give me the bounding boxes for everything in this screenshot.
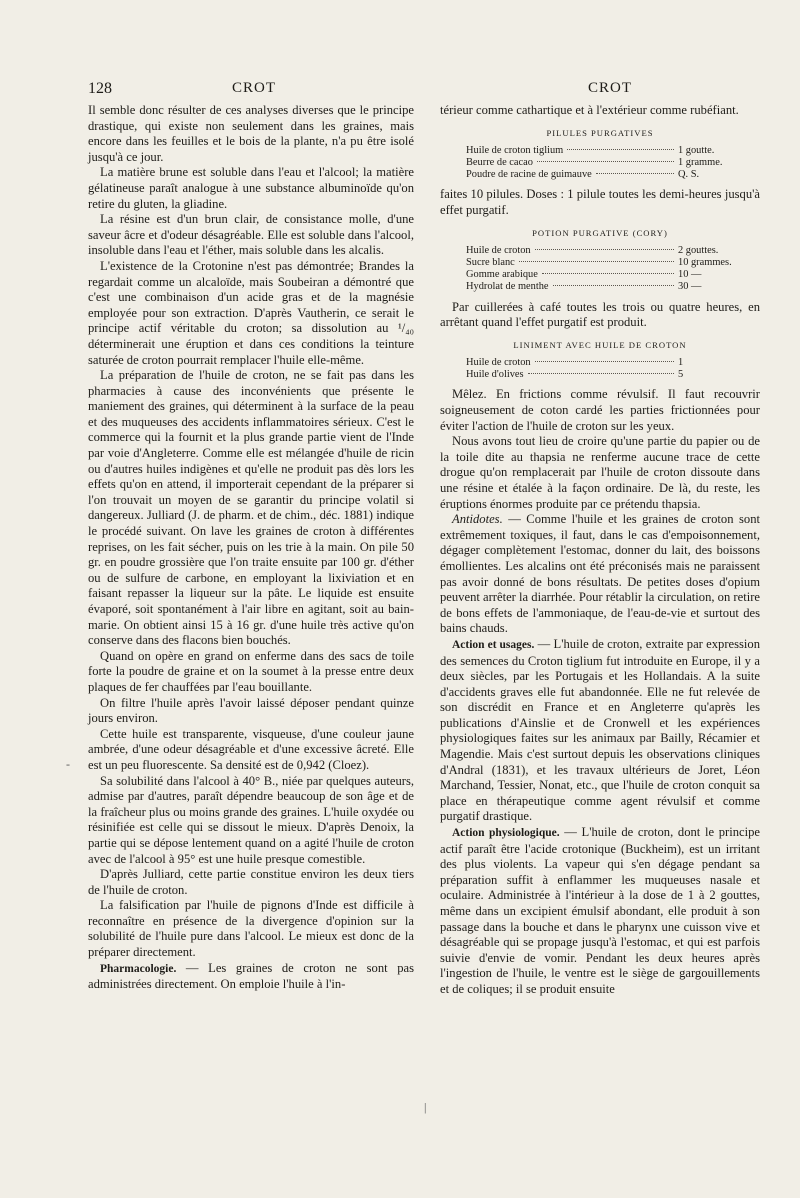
margin-mark: - [66,757,70,771]
action-physio-paragraph [440,825,760,998]
ingredient-qty: 5 [678,369,684,381]
antidotes-paragraph [440,512,760,637]
paragraph: On filtre l'huile après l'avoir laissé déposer pendant quinze jours environ. [88,695,414,726]
section-text: — Comme l'huile et les graines de croton sont extrêmement toxiques, il faut, dans le cas d'empoisonnement, dégager complètement l'estomac, donner du lait, des boissons émollientes. Les alcalins ont été préconisés mais ne paraissent pas avoir donné de bons résultats. De petites doses d'opium peuvent arrêter la diarrhée. Pour rétablir la circulation, on retire de bons effets de l'ammoniaque, de l'eau-de-vie et surtout des bains chauds. [440,512,760,636]
leader-dots [535,361,674,362]
section-heading: Antidotes. [452,512,503,527]
ingredient-qty: 1 [678,357,684,368]
pharmacologie-paragraph [88,961,414,993]
ingredient-name: Sucre blanc [466,257,515,268]
ingredient-name: Huile d'olives [466,369,524,381]
paragraph: Sa solubilité dans l'alcool à 40° B., niée par quelques auteurs, admise par d'autres, paraît dépendre beaucoup de son âge et de la fraîcheur plus ou moins grande des graines. L'huile oxydée ou résinifiée est celle qui se dissout le mieux. D'après Denoix, la partie qui se dépose lentement quand on a agité l'huile de croton avec de l'alcool à 95° est une huile presque comestible. [88,773,414,866]
recipe-block [440,127,760,182]
ingredient-name: Gomme arabique [466,269,538,281]
paragraph: L'existence de la Crotonine n'est pas démontrée; Brandes la regardait comme un alcaloïde, mais Soubeiran a démontré que c'est une combinaison d'un acide gras et de la magnésie employée pour son extraction. D'après Vautherin, ce serait le principe actif véritable du croton; sa dissolution au ¹/₄₀ déterminerait une éruption et dans ces conditions la teinture saturée de croton pourrait remplacer l'huile elle-même. [88,258,414,367]
ingredient-name: Huile de croton [466,357,531,368]
running-head-right: CROT [588,80,633,96]
ingredient-qty: 1 gramme. [678,157,723,168]
running-head-left: CROT [232,80,277,96]
leader-dots [567,149,674,150]
recipe-block [440,227,760,294]
paragraph: Nous avons tout lieu de croire qu'une partie du papier ou de la toile dite au thapsia ne renferme aucune trace de cette drogue qu'on remplacerait par l'huile de croton dissoute dans une résine et étalée à la façon ordinaire. De là, du reste, les éruptions énormes produite par ce prétendu thapsia. [440,434,760,511]
action-usages-paragraph [440,637,760,825]
paragraph: La matière brune est soluble dans l'eau et l'alcool; la matière gélatineuse paraît analogue à une substance albuminoïde qu'on retire du gluten, la gliadine. [88,165,414,211]
ingredient-name: Poudre de racine de guimauve [466,169,592,181]
section-text: — Les graines de croton ne sont pas administrées directement. On emploie l'huile à l'in- [88,960,414,992]
paragraph: La résine est d'un brun clair, de consistance molle, d'une saveur âcre et d'odeur désagréable. Elle est soluble dans l'alcool, insoluble dans l'eau et l'éther, mais soluble dans les alcalis. [88,212,414,258]
section-text: — L'huile de croton, dont le principe actif paraît être l'acide crotonique (Buckheim), est un irritant des plus violents. La vapeur qui s'en dégage pendant sa préparation suffit à enflammer les muqueuses nasale et oculaire. Administrée à l'intérieur à la dose de 1 à 2 gouttes, même dans un excipient émulsif abondant, elle produit à son passage dans la bouche et dans le pharynx une cuisson vive et désagréable qui se propage jusqu'à l'estomac, et qui est parfois suivie d'envie de vomir. Pendant les deux heures après l'ingestion de l'huile, le ventre est le siège de gargouillements et de coliques; il se produit ensuite [440,825,760,996]
recipe-row [440,157,760,169]
recipe-row [440,169,760,181]
ingredient-name: Huile de croton [466,244,531,256]
ingredient-qty: 10 — [678,269,702,281]
right-column [440,103,760,998]
section-heading: Action et usages. [452,638,535,651]
paragraph: Il semble donc résulter de ces analyses diverses que le principe drastique, qui existe non seulement dans les graines, mais encore dans les feuilles et le bois de la plante, n'a pu être isolé jusqu'à ce jour. [88,103,414,164]
recipe-row [440,257,760,269]
recipe-row [440,281,760,293]
leader-dots [553,285,674,286]
section-text: — L'huile de croton, extraite par expression des semences du Croton tiglium fut introduite en Europe, il y a deux siècles, par les Portugais et les Hollandais. A la suite d'accidents graves elle fut abandonnée. Elle ne fut relevée de son discrédit en France et en Angleterre qu'après les publications d'Ainslie et de Cronwell et les expériences physiologiques faites sur les animaux par Bailly, Récamier et Magendie. Mais c'est surtout depuis les observations cliniques d'Andral (1831), et les travaux ultérieurs de Joret, Léon Marchand, Tessier, Nonat, etc., que l'huile de croton conquit sa place en thérapeutique comme agent révulsif et comme purgatif drastique. [440,636,761,824]
ingredient-qty: 2 gouttes. [678,244,719,256]
paragraph: D'après Julliard, cette partie constitue environ les deux tiers de l'huile de croton. [88,867,414,897]
recipe-block [440,339,760,382]
ingredient-name: Huile de croton tiglium [466,144,564,156]
leader-dots [535,249,674,250]
recipe-row [440,145,760,157]
leader-dots [596,173,674,174]
paragraph: La falsification par l'huile de pignons d'Inde est difficile à reconnaître en présence de la divergence d'opinion sur la solubilité de l'huile pure dans l'alcool. Le mieux est donc de la préparer directement. [88,898,414,960]
section-heading: Action physiologique. [452,827,560,840]
recipe-title: LINIMENT AVEC HUILE DE CROTON [513,339,687,350]
paragraph: Cette huile est transparente, visqueuse, d'une couleur jaune ambrée, d'une odeur désagréable et d'une excessive âcreté. Elle est un peu fluorescente. Sa densité est de 0,942 (Cloez). [88,726,414,772]
leader-dots [537,161,674,162]
recipe-row [440,245,760,257]
paragraph: Mêlez. En frictions comme révulsif. Il faut recouvrir soigneusement de coton cardé les parties frictionnées pour éviter l'action de l'huile de croton sur les yeux. [440,387,760,433]
margin-mark: | [424,1100,427,1114]
leader-dots [528,373,674,374]
ingredient-qty: 10 grammes. [678,257,732,268]
paragraph: faites 10 pilules. Doses : 1 pilule toutes les demi-heures jusqu'à effet purgatif. [440,187,760,217]
page-header [0,80,800,104]
left-column [88,103,414,993]
recipe-title: POTION PURGATIVE (CORY) [532,227,668,238]
section-heading: Pharmacologie. [100,962,177,975]
leader-dots [519,261,674,262]
recipe-row [440,269,760,281]
page-number: 128 [88,80,112,97]
recipe-title: PILULES PURGATIVES [546,127,654,138]
paragraph: La préparation de l'huile de croton, ne se fait pas dans les pharmacies à cause des inconvénients que présente le maniement des graines, qui déterminent à la surface de la peau et des muqueuses des accidents inflammatoires sérieux. C'est le commerce qui la fournit et la plus grande partie vient de l'Inde par voie d'Angleterre. Comme elle est mélangée d'huile de ricin ou d'autres huiles indigènes et qu'elle ne produit pas dès lors les effets qu'on en attend, il importerait cependant de la préparer si l'on trouvait un moyen de se garantir du principe volatil si dangereux. Julliard (J. de pharm. et de chim., déc. 1881) indique le procédé suivant. On lave les graines de croton à différentes reprises, on les fait sécher, puis on les trie à la main. On pile 50 gr. en poudre grossière que l'on traite ensuite par 100 gr. d'éther ou de sulfure de carbone, en employant la lixiviation et en faisant repasser la liqueur sur la pâte. Le liquide est ensuite évaporé, soit spontanément à l'air libre en agitant, soit au bain-marie. On obtient ainsi 15 à 16 gr. d'une huile très active qu'on conserve dans des flacons bien bouchés. [88,368,414,648]
recipe-row [440,357,760,369]
ingredient-qty: 30 — [678,281,702,293]
ingredient-qty: Q. S. [678,169,700,181]
recipe-row [440,369,760,381]
leader-dots [542,273,674,274]
ingredient-qty: 1 goutte. [678,144,715,156]
ingredient-name: Hydrolat de menthe [466,281,549,293]
paragraph: Quand on opère en grand on enferme dans des sacs de toile forte la poudre de graine et on la soumet à la presse entre deux plaques de fer chauffées par l'eau bouillante. [88,648,414,694]
paragraph: Par cuillerées à café toutes les trois ou quatre heures, en arrêtant quand l'effet purgatif est produit. [440,299,760,330]
ingredient-name: Beurre de cacao [466,157,533,168]
paragraph: térieur comme cathartique et à l'extérieur comme rubéfiant. [440,103,739,117]
